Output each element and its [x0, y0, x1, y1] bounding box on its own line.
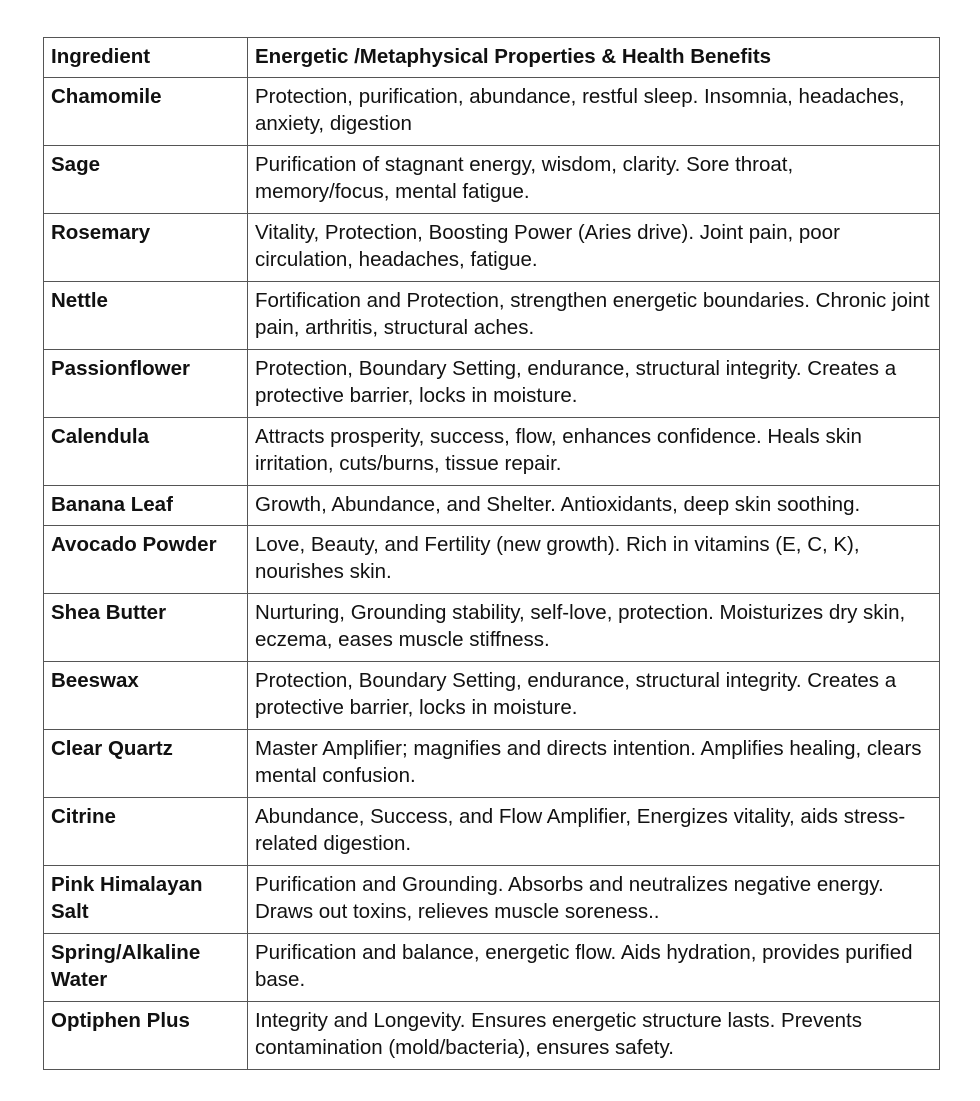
ingredient-cell: Pink Himalayan Salt — [44, 865, 248, 933]
properties-cell: Purification of stagnant energy, wisdom, clarity. Sore throat, memory/focus, mental fatigue. — [248, 145, 940, 213]
properties-cell: Fortification and Protection, strengthen energetic boundaries. Chronic joint pain, arthritis, structural aches. — [248, 281, 940, 349]
table-header — [44, 38, 940, 78]
table-body — [44, 77, 940, 1069]
ingredient-cell: Calendula — [44, 417, 248, 485]
ingredient-cell: Chamomile — [44, 77, 248, 145]
table-row — [44, 417, 940, 485]
ingredient-cell: Nettle — [44, 281, 248, 349]
ingredient-cell: Passionflower — [44, 349, 248, 417]
table-row — [44, 281, 940, 349]
properties-cell: Purification and Grounding. Absorbs and neutralizes negative energy. Draws out toxins, relieves muscle soreness.. — [248, 865, 940, 933]
table-row — [44, 1001, 940, 1069]
table-row — [44, 525, 940, 593]
table-row — [44, 729, 940, 797]
table-row — [44, 797, 940, 865]
ingredient-cell: Sage — [44, 145, 248, 213]
ingredient-cell: Clear Quartz — [44, 729, 248, 797]
table-row — [44, 349, 940, 417]
header-ingredient: Ingredient — [44, 38, 248, 78]
table-row — [44, 865, 940, 933]
properties-cell: Vitality, Protection, Boosting Power (Aries drive). Joint pain, poor circulation, headaches, fatigue. — [248, 213, 940, 281]
ingredient-cell: Shea Butter — [44, 593, 248, 661]
ingredient-cell: Avocado Powder — [44, 525, 248, 593]
properties-cell: Purification and balance, energetic flow. Aids hydration, provides purified base. — [248, 933, 940, 1001]
table-row — [44, 145, 940, 213]
properties-cell: Protection, Boundary Setting, endurance, structural integrity. Creates a protective barrier, locks in moisture. — [248, 349, 940, 417]
ingredient-cell: Rosemary — [44, 213, 248, 281]
properties-cell: Growth, Abundance, and Shelter. Antioxidants, deep skin soothing. — [248, 485, 940, 525]
table-row — [44, 593, 940, 661]
header-properties: Energetic /Metaphysical Properties & Health Benefits — [248, 38, 940, 78]
properties-cell: Love, Beauty, and Fertility (new growth). Rich in vitamins (E, C, K), nourishes skin. — [248, 525, 940, 593]
ingredient-cell: Beeswax — [44, 661, 248, 729]
table-row — [44, 933, 940, 1001]
properties-cell: Abundance, Success, and Flow Amplifier, Energizes vitality, aids stress-related digestion. — [248, 797, 940, 865]
properties-cell: Protection, purification, abundance, restful sleep. Insomnia, headaches, anxiety, digestion — [248, 77, 940, 145]
table-row — [44, 77, 940, 145]
ingredient-cell: Citrine — [44, 797, 248, 865]
ingredient-cell: Banana Leaf — [44, 485, 248, 525]
table-row — [44, 661, 940, 729]
ingredient-cell: Spring/Alkaline Water — [44, 933, 248, 1001]
properties-cell: Attracts prosperity, success, flow, enhances confidence. Heals skin irritation, cuts/burns, tissue repair. — [248, 417, 940, 485]
ingredient-cell: Optiphen Plus — [44, 1001, 248, 1069]
header-row — [44, 38, 940, 78]
table-row — [44, 213, 940, 281]
ingredients-table — [43, 37, 940, 1070]
table-row — [44, 485, 940, 525]
properties-cell: Master Amplifier; magnifies and directs intention. Amplifies healing, clears mental confusion. — [248, 729, 940, 797]
properties-cell: Protection, Boundary Setting, endurance, structural integrity. Creates a protective barrier, locks in moisture. — [248, 661, 940, 729]
properties-cell: Nurturing, Grounding stability, self-love, protection. Moisturizes dry skin, eczema, eases muscle stiffness. — [248, 593, 940, 661]
properties-cell: Integrity and Longevity. Ensures energetic structure lasts. Prevents contamination (mold/bacteria), ensures safety. — [248, 1001, 940, 1069]
